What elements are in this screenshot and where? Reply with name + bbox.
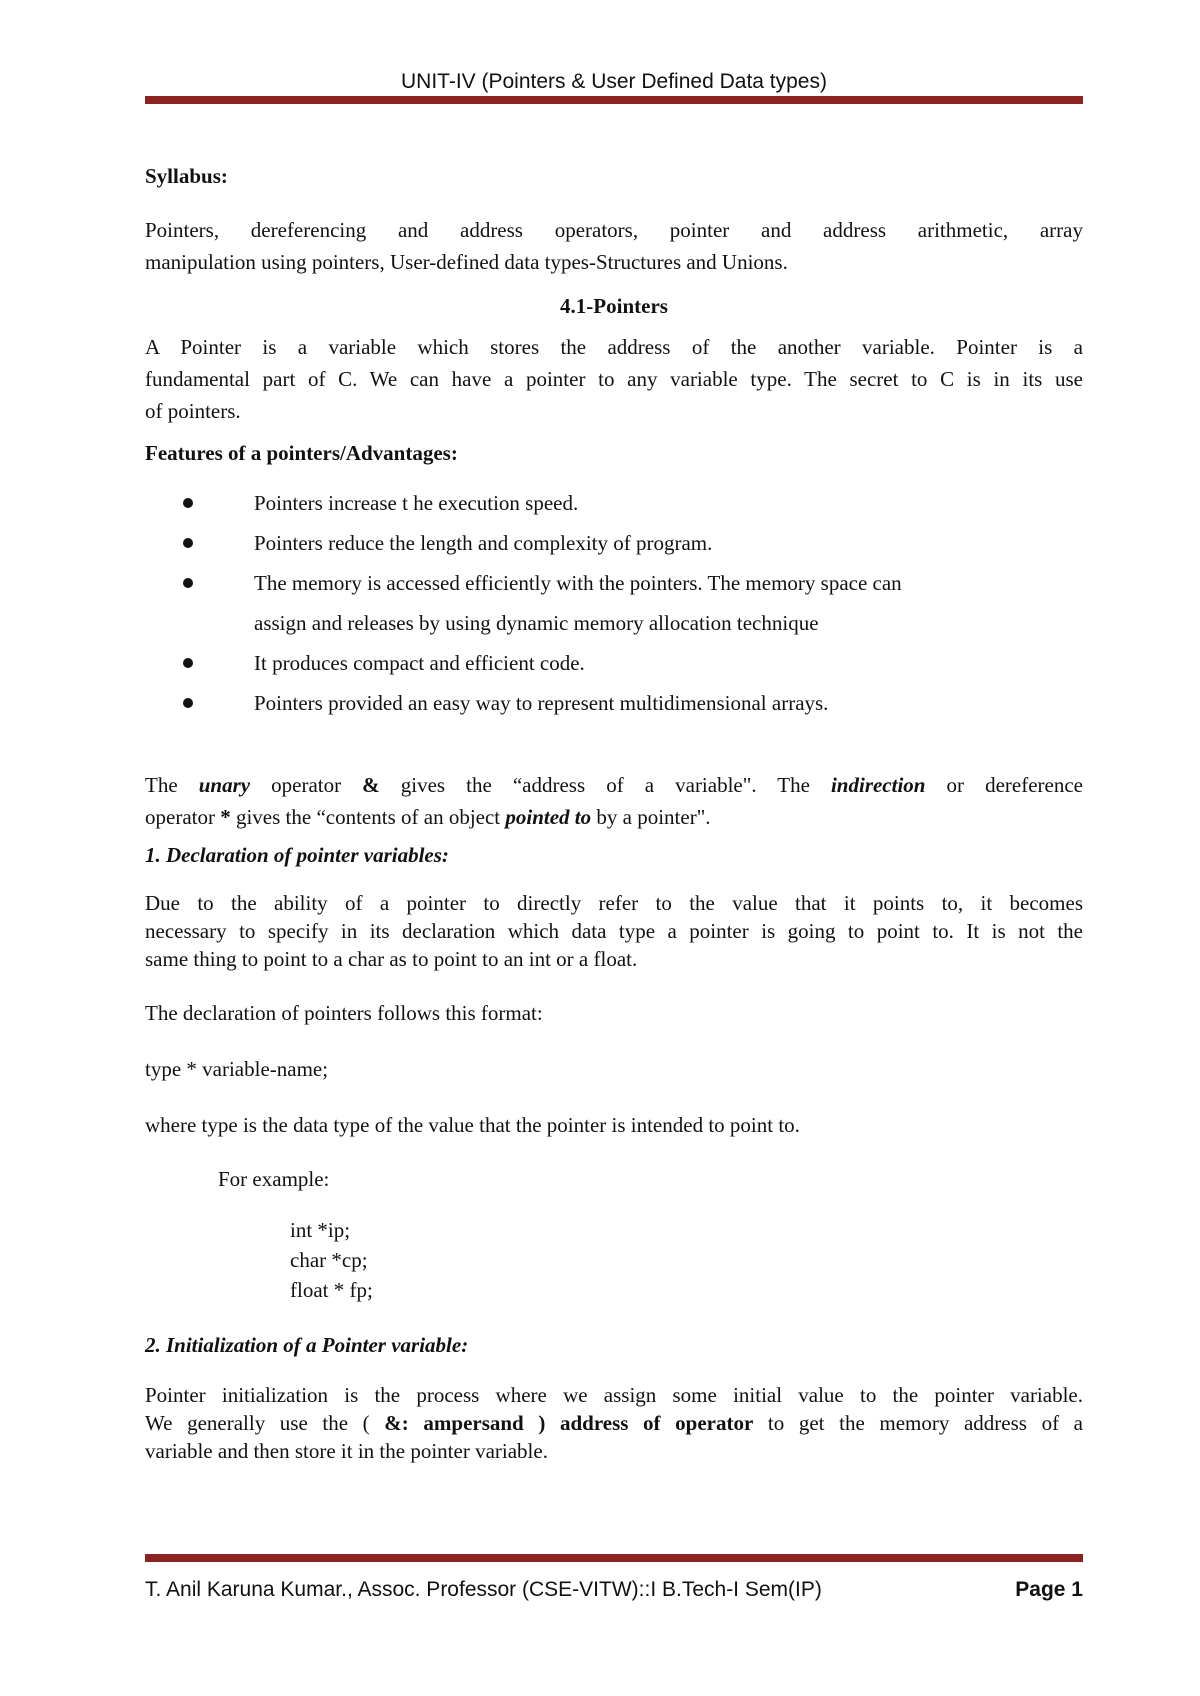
initialization-line-1: Pointer initialization is the process where we assign some initial value to the pointer variable. — [145, 1383, 1083, 1407]
running-header: UNIT-IV (Pointers & User Defined Data types) — [401, 70, 827, 93]
declaration-format: type * variable-name; — [145, 1057, 329, 1081]
initialization-paragraph — [145, 1381, 1083, 1465]
code-line: int *ip; — [290, 1218, 351, 1242]
syllabus-line-2: manipulation using pointers, User-defined data types-Structures and Unions. — [145, 250, 788, 274]
declaration-line-2: necessary to specify in its declaration which data type a pointer is going to point to. It is not the — [145, 919, 1083, 943]
pointer-definition — [145, 331, 1083, 427]
footer-rule — [145, 1554, 1083, 1562]
features-list — [145, 483, 1083, 723]
declaration-line-1: Due to the ability of a pointer to directly refer to the value that it points to, it becomes — [145, 891, 1083, 915]
bullet-icon — [183, 658, 193, 668]
operators-line-1: The unary operator & gives the “address of a variable". The indirection or dereference — [145, 773, 1083, 797]
page-number: Page 1 — [1015, 1578, 1083, 1601]
syllabus-line-1: Pointers, dereferencing and address operators, pointer and address arithmetic, array — [145, 218, 1083, 242]
syllabus-heading: Syllabus: — [145, 164, 228, 188]
example-label: For example: — [218, 1167, 330, 1191]
list-item: The memory is accessed efficiently with the pointers. The memory space can assign and releases by using dynamic memory allocation technique — [145, 563, 1083, 643]
section-heading-4-1: 4.1-Pointers — [560, 294, 668, 318]
declaration-paragraph — [145, 889, 1083, 973]
operators-line-2: operator * gives the “contents of an object pointed to by a pointer". — [145, 805, 711, 829]
bullet-icon — [183, 698, 193, 708]
definition-line-3: of pointers. — [145, 399, 241, 423]
list-item: Pointers reduce the length and complexity of program. — [145, 523, 1083, 563]
header-rule — [145, 96, 1083, 104]
definition-line-1: A Pointer is a variable which stores the address of the another variable. Pointer is a — [145, 335, 1083, 359]
code-example — [145, 1215, 1083, 1305]
page-footer — [145, 1578, 1083, 1602]
features-heading: Features of a pointers/Advantages: — [145, 441, 458, 465]
declaration-format-intro: The declaration of pointers follows this format: — [145, 1001, 543, 1025]
code-line: char *cp; — [290, 1248, 368, 1272]
footer-author: T. Anil Karuna Kumar., Assoc. Professor (CSE-VITW)::I B.Tech-I Sem(IP) — [145, 1578, 822, 1601]
declaration-line-3: same thing to point to a char as to point to an int or a float. — [145, 947, 638, 971]
operators-paragraph — [145, 769, 1083, 833]
bullet-icon — [183, 498, 193, 508]
declaration-explanation: where type is the data type of the value that the pointer is intended to point to. — [145, 1113, 800, 1137]
code-line: float * fp; — [290, 1278, 373, 1302]
page-content — [145, 160, 1083, 1465]
initialization-line-2: We generally use the ( &: ampersand ) address of operator to get the memory address of a — [145, 1411, 1083, 1435]
bullet-icon — [183, 578, 193, 588]
initialization-heading: 2. Initialization of a Pointer variable: — [145, 1333, 469, 1357]
list-item: Pointers increase t he execution speed. — [145, 483, 1083, 523]
list-item: It produces compact and efficient code. — [145, 643, 1083, 683]
syllabus-text — [145, 214, 1083, 278]
definition-line-2: fundamental part of C. We can have a pointer to any variable type. The secret to C is in its use — [145, 367, 1083, 391]
list-item: Pointers provided an easy way to represent multidimensional arrays. — [145, 683, 1083, 723]
declaration-heading: 1. Declaration of pointer variables: — [145, 843, 449, 867]
initialization-line-3: variable and then store it in the pointer variable. — [145, 1439, 548, 1463]
bullet-icon — [183, 538, 193, 548]
